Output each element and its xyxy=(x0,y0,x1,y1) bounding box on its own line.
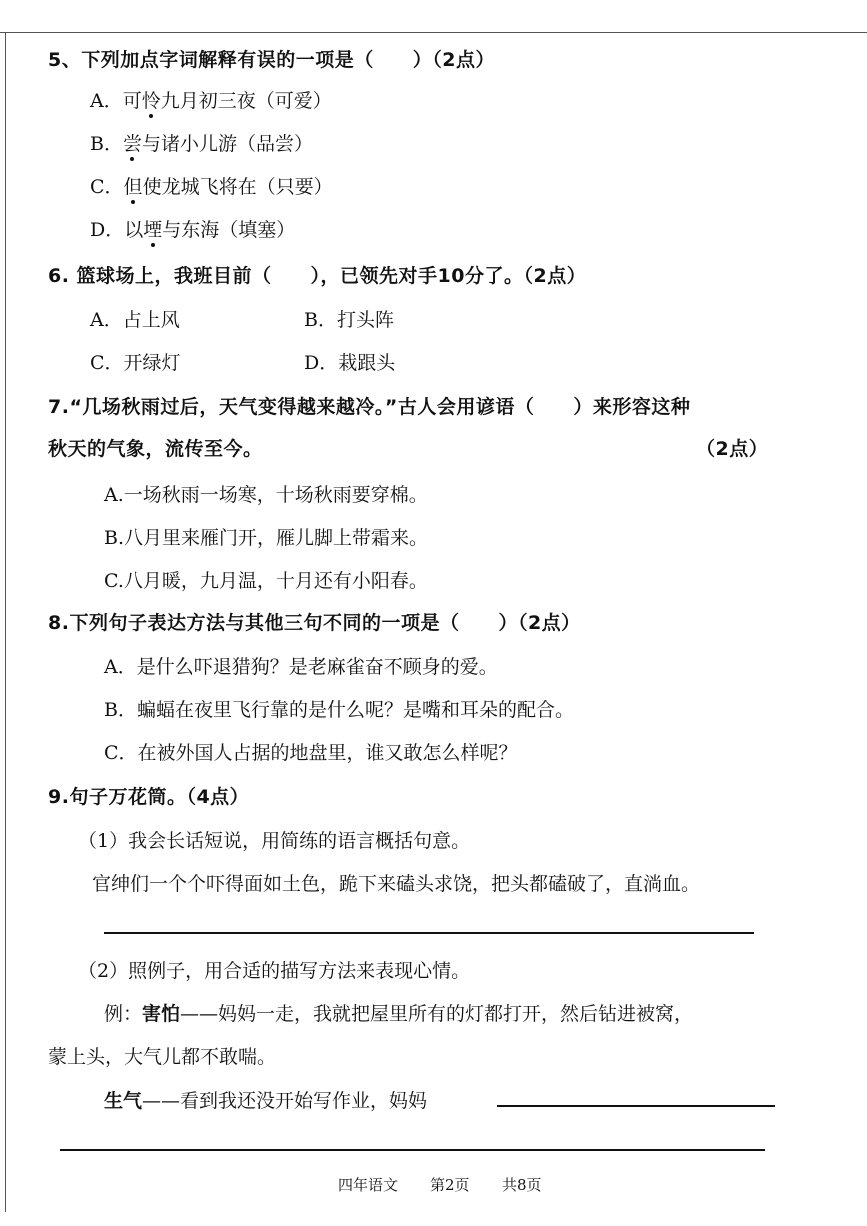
dotted-character: 怜 xyxy=(142,86,161,113)
footer-subject: 四年语文 xyxy=(338,1176,399,1194)
question-5-option-a xyxy=(90,86,332,113)
question-9-part2-title: （2）照例子，用合适的描写方法来表现心情。 xyxy=(78,960,471,982)
question-5-stem: 5、下列加点字词解释有误的一项是（ ）（2点） xyxy=(48,49,495,71)
dotted-character: 但 xyxy=(124,172,143,199)
question-7-option-c: C.八月暖，九月温，十月还有小阳春。 xyxy=(104,570,428,592)
question-7-option-a: A.一场秋雨一场寒，十场秋雨要穿棉。 xyxy=(104,484,428,506)
dotted-character: 尝 xyxy=(123,129,142,156)
question-6-option-a: A．占上风 xyxy=(90,309,180,331)
answer-blank-line-3[interactable] xyxy=(60,1149,765,1151)
question-6-option-c: C．开绿灯 xyxy=(90,352,181,374)
page-left-border xyxy=(5,32,6,1212)
question-5-option-c xyxy=(90,172,333,199)
question-7-option-b: B.八月里来雁门开，雁儿脚上带霜来。 xyxy=(104,527,429,549)
option-text-after: 九月初三夜（可爱） xyxy=(160,90,332,112)
question-9-stem: 9.句子万花筒。（4点） xyxy=(48,786,250,808)
question-5-option-b xyxy=(90,129,313,156)
option-text-after: 与诸小儿游（品尝） xyxy=(141,133,313,155)
task-sentence: ——看到我还没开始写作业，妈妈 xyxy=(142,1090,428,1112)
question-5-option-d xyxy=(90,215,295,242)
question-9-example-line1 xyxy=(104,999,693,1026)
question-8-option-c: C．在被外国人占据的地盘里，谁又敢怎么样呢？ xyxy=(104,742,518,764)
answer-blank-line-1[interactable] xyxy=(104,932,754,934)
question-6-stem: 6. 篮球场上，我班目前（ ），已领先对手10分了。（2点） xyxy=(48,265,587,287)
question-8-option-a: A．是什么吓退猎狗？是老麻雀奋不顾身的爱。 xyxy=(104,656,498,678)
option-text-before: D．以 xyxy=(90,219,144,241)
dotted-character: 堙 xyxy=(143,215,162,242)
question-7-points: （2点） xyxy=(696,438,769,460)
question-8-stem: 8.下列句子表达方法与其他三句不同的一项是（ ）（2点） xyxy=(48,612,581,634)
question-7-stem-line1: 7.“几场秋雨过后，天气变得越来越冷。”古人会用谚语（ ）来形容这种 xyxy=(48,396,691,418)
question-6-option-d: D．栽跟头 xyxy=(304,352,396,374)
option-text-after: 与东海（填塞） xyxy=(162,219,296,241)
question-8-option-b: B．蝙蝠在夜里飞行靠的是什么呢？是嘴和耳朵的配合。 xyxy=(104,699,574,721)
example-label: 例： xyxy=(104,1003,143,1025)
page-top-border xyxy=(0,32,867,33)
answer-blank-line-2[interactable] xyxy=(497,1105,775,1107)
footer-total-pages: 共8页 xyxy=(502,1176,542,1194)
question-6-option-b: B．打头阵 xyxy=(304,309,394,331)
question-9-example-line2: 蒙上头，大气儿都不敢喘。 xyxy=(48,1046,277,1068)
example-emotion-word: 害怕 xyxy=(142,1003,181,1025)
option-text-before: A．可 xyxy=(90,90,142,112)
example-sentence: ——妈妈一走，我就把屋里所有的灯都打开，然后钻进被窝， xyxy=(180,1003,694,1025)
question-9-task-line xyxy=(104,1086,427,1113)
task-emotion-word: 生气 xyxy=(104,1090,143,1112)
footer-page-number: 第2页 xyxy=(430,1176,470,1194)
option-text-before: B． xyxy=(90,133,123,155)
question-9-part1-text: 官绅们一个个吓得面如土色，跪下来磕头求饶，把头都磕破了，直淌血。 xyxy=(92,873,701,895)
question-7-stem-line2: 秋天的气象，流传至今。 xyxy=(48,438,263,460)
question-9-part1-title: （1）我会长话短说，用简练的语言概括句意。 xyxy=(78,830,471,852)
option-text-after: 使龙城飞将在（只要） xyxy=(142,176,333,198)
option-text-before: C． xyxy=(90,176,124,198)
